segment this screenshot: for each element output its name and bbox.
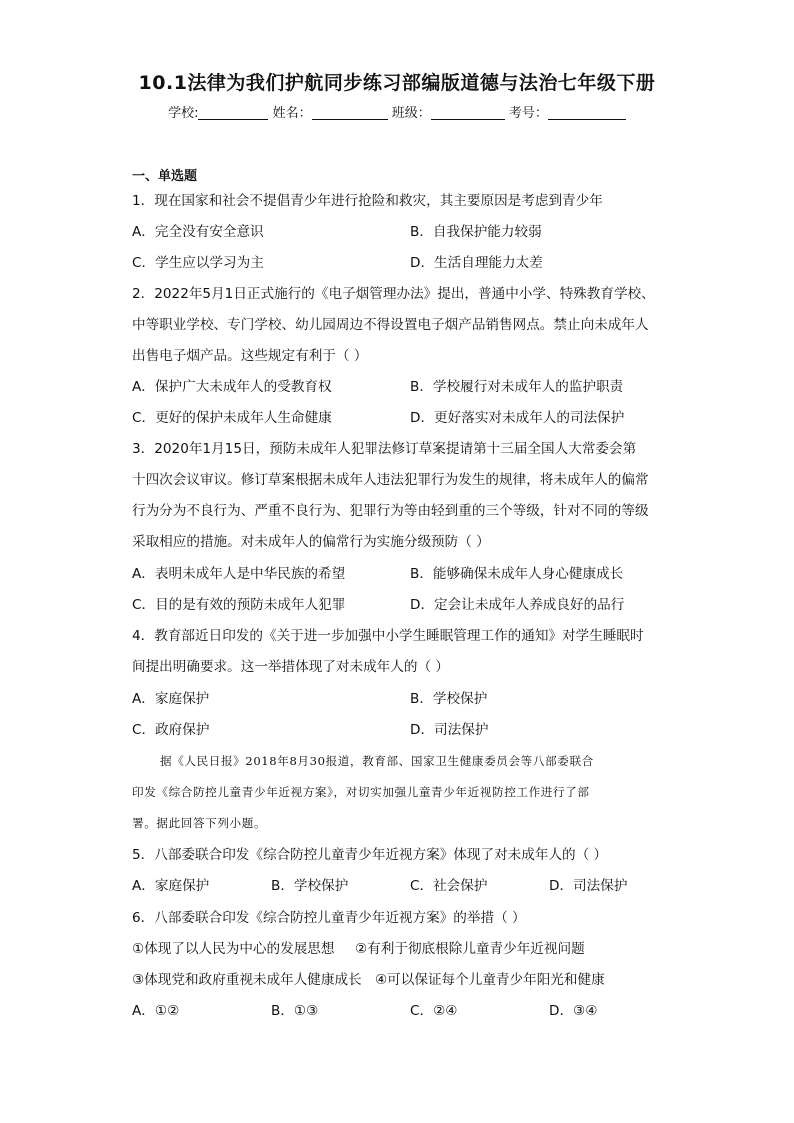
q2-stem-line1: 2．2022年5月1日正式施行的《电子烟管理办法》提出，普通中小学、特殊教育学校、 xyxy=(132,286,655,302)
q3-option-c: C．目的是有效的预防未成年人犯罪 xyxy=(132,597,346,613)
q4-option-b: B．学校保护 xyxy=(410,691,488,707)
q5-option-a: A．家庭保护 xyxy=(132,878,210,894)
q3-stem-line2: 十四次会议审议。修订草案根据未成年人违法犯罪行为发生的规律，将未成年人的偏常 xyxy=(132,472,649,488)
q2-option-a: A．保护广大未成年人的受教育权 xyxy=(132,379,332,395)
exam-no-label: 考号： xyxy=(508,106,548,121)
school-label: 学校: xyxy=(168,106,199,121)
q3-stem-line3: 行为分为不良行为、严重不良行为、犯罪行为等由轻到重的三个等级，针对不同的等级 xyxy=(132,503,649,519)
q5-option-b: B．学校保护 xyxy=(271,878,349,894)
q4-option-c: C．政府保护 xyxy=(132,722,210,738)
q6-stem: 6．八部委联合印发《综合防控儿童青少年近视方案》的举措（ ） xyxy=(132,910,526,926)
q2-stem-line3: 出售电子烟产品。这些规定有利于（ ） xyxy=(132,348,368,364)
q2-stem-line2: 中等职业学校、专门学校、幼儿园周边不得设置电子烟产品销售网点。禁止向未成年人 xyxy=(132,317,649,333)
section-heading: 一、单选题 xyxy=(132,169,198,184)
page-title: 10.1法律为我们护航同步练习部编版道德与法治七年级下册 xyxy=(138,72,656,94)
passage-line3: 署。据此回答下列小题。 xyxy=(132,816,267,830)
class-blank[interactable] xyxy=(431,105,505,120)
student-info-row xyxy=(0,102,794,121)
school-blank[interactable] xyxy=(198,105,268,120)
q6-option-a: A．①② xyxy=(132,1003,180,1019)
q5-stem: 5．八部委联合印发《综合防控儿童青少年近视方案》体现了对未成年人的（ ） xyxy=(132,847,608,863)
q3-option-b: B．能够确保未成年人身心健康成长 xyxy=(410,566,624,582)
passage-line2: 印发《综合防控儿童青少年近视方案》，对切实加强儿童青少年近视防控工作进行了部 xyxy=(132,785,590,799)
q6-statement-2: ②有利于彻底根除儿童青少年近视问题 xyxy=(355,941,585,957)
q6-statement-4: ④可以保证每个儿童青少年阳光和健康 xyxy=(375,972,605,988)
exam-no-blank[interactable] xyxy=(548,105,626,120)
name-blank[interactable] xyxy=(312,105,388,120)
q1-option-d: D．生活自理能力太差 xyxy=(410,255,543,271)
name-label: 姓名： xyxy=(272,106,312,121)
class-label: 班级： xyxy=(391,106,431,121)
q3-stem-line4: 采取相应的措施。对未成年人的偏常行为实施分级预防（ ） xyxy=(132,534,490,550)
passage-line1: 据《人民日报》2018年8月30报道，教育部、国家卫生健康委员会等八部委联合 xyxy=(160,754,594,768)
q3-stem-line1: 3．2020年1月15日，预防未成年人犯罪法修订草案提请第十三届全国人大常委会第 xyxy=(132,441,637,457)
q4-option-a: A．家庭保护 xyxy=(132,691,210,707)
q2-option-c: C．更好的保护未成年人生命健康 xyxy=(132,410,332,426)
q6-statement-1: ①体现了以人民为中心的发展思想 xyxy=(132,941,335,957)
q1-option-c: C．学生应以学习为主 xyxy=(132,255,264,271)
q1-option-a: A．完全没有安全意识 xyxy=(132,224,264,240)
q6-option-c: C．②④ xyxy=(410,1003,458,1019)
q4-stem-line1: 4．教育部近日印发的《关于进一步加强中小学生睡眠管理工作的通知》对学生睡眠时 xyxy=(132,628,644,644)
q6-statement-3: ③体现党和政府重视未成年人健康成长 xyxy=(132,972,362,988)
q6-option-b: B．①③ xyxy=(271,1003,319,1019)
q3-option-a: A．表明未成年人是中华民族的希望 xyxy=(132,566,346,582)
q3-option-d: D．定会让未成年人养成良好的品行 xyxy=(410,597,625,613)
q2-option-d: D．更好落实对未成年人的司法保护 xyxy=(410,410,625,426)
q1-option-b: B．自我保护能力较弱 xyxy=(410,224,542,240)
q4-stem-line2: 间提出明确要求。这一举措体现了对未成年人的（ ） xyxy=(132,659,449,675)
q4-option-d: D．司法保护 xyxy=(410,722,489,738)
q2-option-b: B．学校履行对未成年人的监护职责 xyxy=(410,379,624,395)
q5-option-c: C．社会保护 xyxy=(410,878,488,894)
q1-stem: 1．现在国家和社会不提倡青少年进行抢险和救灾，其主要原因是考虑到青少年 xyxy=(132,193,603,209)
q5-option-d: D．司法保护 xyxy=(549,878,628,894)
q6-option-d: D．③④ xyxy=(549,1003,598,1019)
